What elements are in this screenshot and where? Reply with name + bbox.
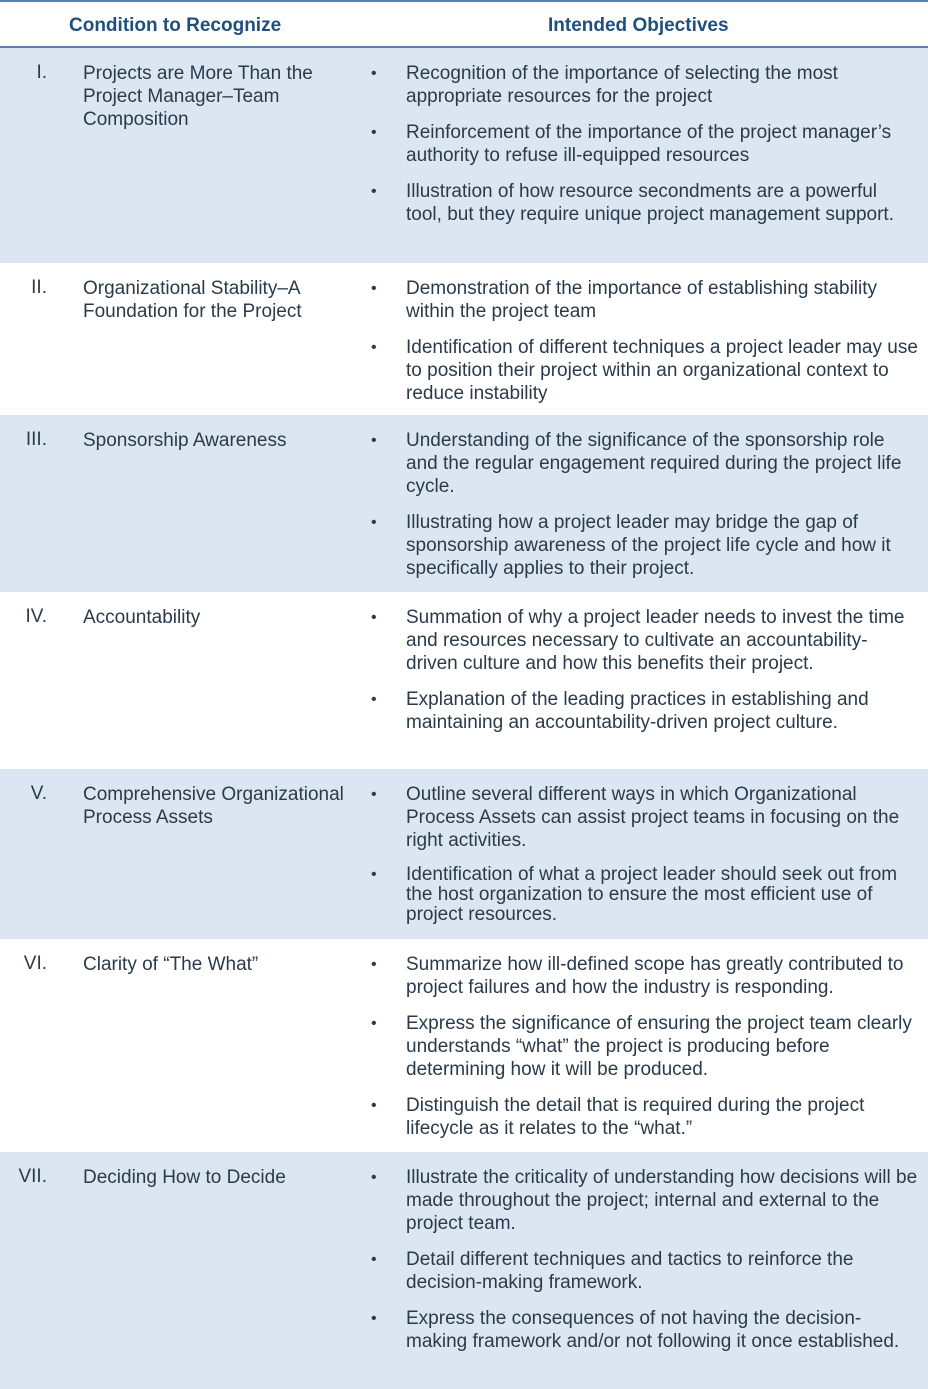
bullet-icon: • [371, 124, 377, 141]
row-numeral: I. [36, 62, 47, 83]
objective-item: • Understanding of the significance of the sponsorship role and the regular engagement required during the project life cycle. [371, 430, 902, 497]
objective-item: • Illustrate the criticality of understanding how decisions will be made throughout the project; internal and external to the project team. [371, 1167, 918, 1234]
objective-item: • Detail different techniques and tactics to reinforce the decision-making framework. [371, 1249, 854, 1293]
bullet-icon: • [371, 786, 377, 803]
row-condition: Organizational Stability–A Foundation for the Project [83, 278, 302, 322]
row-numeral: II. [31, 277, 47, 298]
objective-list [370, 783, 918, 925]
bullet-icon: • [371, 339, 377, 356]
row-condition: Sponsorship Awareness [83, 430, 287, 451]
table-header [0, 0, 928, 48]
bullet-icon: • [371, 609, 377, 626]
objective-list [370, 62, 918, 226]
objective-item: • Illustration of how resource secondments are a powerful tool, but they require unique project management support. [371, 181, 894, 225]
bullet-icon: • [371, 514, 377, 531]
bullet-icon: • [371, 866, 377, 883]
bullet-icon: • [371, 1251, 377, 1268]
bullet-icon: • [371, 65, 377, 82]
objective-item: • Identification of what a project leader should seek out from the host organization to ensure the most efficient use of project resources. [371, 864, 898, 925]
row-numeral: VI. [23, 953, 47, 974]
objective-item: • Outline several different ways in which Organizational Process Assets can assist project teams in focusing on the right activities. [371, 784, 900, 851]
table-row [0, 1152, 928, 1389]
table-row [0, 48, 928, 263]
objective-list [370, 953, 918, 1140]
objective-item: • Explanation of the leading practices in establishing and maintaining an accountability-driven project culture. [371, 689, 869, 733]
objective-list [370, 1166, 918, 1353]
objective-item: • Identification of different techniques a project leader may use to position their project within an organizational context to reduce instability [371, 337, 918, 404]
row-numeral: V. [30, 783, 47, 804]
objective-item: • Reinforcement of the importance of the project manager’s authority to refuse ill-equipped resources [371, 122, 892, 166]
row-numeral: VII. [18, 1166, 47, 1187]
bullet-icon: • [371, 1097, 377, 1114]
bullet-icon: • [371, 956, 377, 973]
objective-item: • Distinguish the detail that is required during the project lifecycle as it relates to the “what.” [371, 1095, 865, 1139]
bullet-icon: • [371, 1169, 377, 1186]
row-condition: Deciding How to Decide [83, 1167, 286, 1188]
row-numeral: IV. [25, 606, 47, 627]
table-row [0, 592, 928, 769]
table-row [0, 769, 928, 939]
objective-item: • Express the significance of ensuring the project team clearly understands “what” the project is producing before determining how it will be produced. [371, 1013, 912, 1080]
row-numeral: III. [25, 429, 47, 450]
objective-item: • Summation of why a project leader needs to invest the time and resources necessary to cultivate an accountability-driven culture and how this benefits their project. [371, 607, 905, 674]
objective-list [370, 606, 918, 734]
bullet-icon: • [371, 691, 377, 708]
objective-item: • Summarize how ill-defined scope has greatly contributed to project failures and how the industry is responding. [371, 954, 904, 998]
bullet-icon: • [371, 280, 377, 297]
row-condition: Clarity of “The What” [83, 954, 259, 975]
objective-item: • Illustrating how a project leader may bridge the gap of sponsorship awareness of the project life cycle and how it specifically applies to their project. [371, 512, 891, 579]
bullet-icon: • [371, 432, 377, 449]
bullet-icon: • [371, 1015, 377, 1032]
bullet-icon: • [371, 183, 377, 200]
header-condition: Condition to Recognize [69, 15, 282, 36]
header-objectives: Intended Objectives [548, 15, 729, 36]
table-row [0, 415, 928, 592]
table-row [0, 939, 928, 1152]
table-row [0, 263, 928, 415]
row-condition: Projects are More Than the Project Manager–Team Composition [83, 63, 313, 130]
bullet-icon: • [371, 1310, 377, 1327]
objective-item: • Express the consequences of not having the decision-making framework and/or not following it once established. [371, 1308, 900, 1352]
row-condition: Comprehensive Organizational Process Assets [83, 784, 344, 828]
objective-item: • Recognition of the importance of selecting the most appropriate resources for the project [371, 63, 838, 107]
objective-item: • Demonstration of the importance of establishing stability within the project team [371, 278, 878, 322]
objective-list [370, 429, 918, 580]
row-condition: Accountability [83, 607, 201, 628]
objective-list [370, 277, 918, 405]
